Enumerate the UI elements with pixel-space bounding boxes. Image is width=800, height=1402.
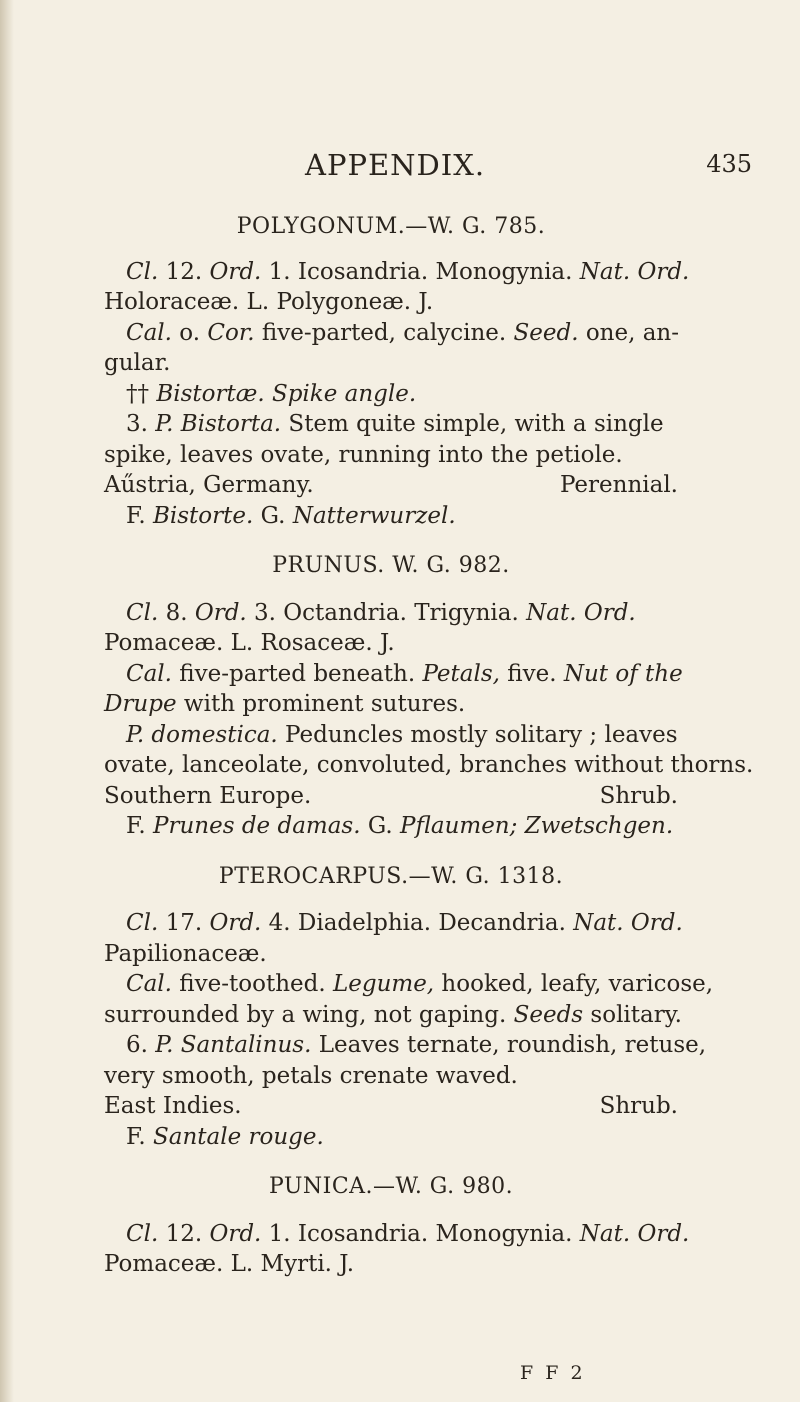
label-seeds: Seeds — [513, 1001, 584, 1028]
text-span: F. — [126, 813, 153, 839]
label-nat-ord: Nat. Ord. — [579, 1220, 690, 1247]
label-cl: Cl. — [126, 910, 159, 936]
label-cal: Cal. — [126, 319, 172, 346]
habitat-line — [104, 470, 678, 501]
text-span: F. — [126, 1123, 153, 1150]
label-seed: Seed. — [513, 319, 579, 346]
text-line: ovate, lanceolate, convoluted, branches without thorns. — [104, 752, 754, 778]
genus-heading-polygonum: POLYGONUM.—W. G. 785. — [236, 214, 546, 239]
page-body — [104, 212, 754, 1280]
classification-line — [104, 598, 678, 629]
french-name: Bistorte. — [153, 502, 254, 529]
genus-heading-pterocarpus: PTEROCARPUS.—W. G. 1318. — [218, 863, 564, 889]
text-line: very smooth, petals crenate waved. — [104, 1062, 518, 1089]
signature-mark: F F 2 — [520, 1362, 586, 1384]
label-nut: Nut of the — [563, 660, 683, 687]
text-line: gular. — [104, 350, 171, 376]
text-span: one, an- — [578, 319, 680, 346]
classification-line — [104, 1219, 690, 1250]
calyx-line — [104, 969, 714, 1000]
calyx-line — [104, 659, 683, 690]
label-nat-ord: Nat. Ord. — [573, 910, 683, 936]
text-span: 12. — [158, 258, 210, 285]
page-number: 435 — [706, 150, 752, 178]
text-line — [104, 689, 678, 720]
text-span: hooked, leafy, varicose, — [434, 971, 714, 997]
text-span: G. — [360, 813, 401, 839]
species-line — [104, 1030, 707, 1061]
dagger-mark: †† — [126, 380, 157, 407]
label-ord: Ord. — [209, 910, 262, 936]
label-legume: Legume, — [332, 971, 435, 997]
habitat-line — [104, 781, 678, 812]
text-span: Leaves ternate, roundish, retuse, — [311, 1032, 707, 1058]
page-header — [0, 148, 800, 188]
text-span: solitary. — [583, 1001, 682, 1028]
label-ord: Ord. — [194, 599, 247, 626]
label-drupe: Drupe — [104, 691, 177, 717]
habitat: Aűstria, Germany. — [104, 472, 314, 498]
genus-heading-prunus: PRUNUS. W. G. 982. — [272, 553, 510, 578]
text-span: 1. Icosandria. Monogynia. — [261, 258, 580, 285]
text-span: 8. — [158, 599, 195, 626]
text-span: 4. Diadelphia. Decandria. — [261, 910, 574, 936]
natural-order-line: Pomaceæ. L. Myrti. J. — [104, 1251, 355, 1277]
species-line — [104, 720, 678, 751]
running-title: APPENDIX. — [305, 148, 486, 182]
text-span: o. — [171, 319, 208, 346]
section-line — [104, 379, 678, 410]
page-spine-shadow — [0, 0, 14, 1402]
species-number: 3. — [126, 411, 156, 437]
text-span: Peduncles mostly solitary ; leaves — [277, 721, 678, 748]
natural-order-line: Holoraceæ. L. Polygoneæ. J. — [104, 289, 434, 315]
text-span: with prominent sutures. — [176, 691, 466, 717]
label-cl: Cl. — [126, 599, 159, 626]
text-span: surrounded by a wing, not gaping. — [104, 1001, 514, 1028]
label-cal: Cal. — [126, 971, 172, 997]
text-span: F. — [126, 502, 153, 529]
label-petals: Petals, — [422, 660, 500, 687]
german-name: Pflaumen; Zwetschgen. — [400, 813, 674, 839]
section-name: Bistortæ. Spike angle. — [156, 380, 417, 407]
french-name: Prunes de damas. — [153, 813, 361, 839]
label-cl: Cl. — [126, 1220, 159, 1247]
calyx-line — [104, 318, 678, 349]
species-name: P. Santalinus. — [155, 1032, 312, 1058]
text-span: five-parted, calycine. — [254, 319, 514, 346]
text-span: 1. Icosandria. Monogynia. — [261, 1220, 580, 1247]
text-span: five. — [499, 660, 564, 687]
label-cor: Cor. — [207, 319, 255, 346]
duration: Shrub. — [599, 1093, 678, 1119]
duration: Shrub. — [599, 782, 678, 809]
species-line — [104, 409, 678, 440]
natural-order-line: Papilionaceæ. — [104, 940, 267, 967]
habitat-line — [104, 1091, 678, 1122]
text-span: Stem quite simple, with a single — [281, 411, 664, 437]
german-name: Natterwurzel. — [292, 502, 456, 529]
classification-line — [104, 908, 683, 939]
habitat: Southern Europe. — [104, 782, 312, 809]
label-cal: Cal. — [126, 660, 172, 687]
vernacular-line — [104, 501, 678, 532]
label-nat-ord: Nat. Ord. — [526, 599, 636, 626]
classification-line — [104, 257, 690, 288]
label-ord: Ord. — [209, 258, 262, 285]
species-number: 6. — [126, 1032, 156, 1058]
text-span: five-parted beneath. — [171, 660, 423, 687]
label-cl: Cl. — [126, 258, 159, 285]
label-nat-ord: Nat. Ord. — [579, 258, 690, 285]
text-line — [104, 1000, 682, 1031]
duration: Perennial. — [559, 472, 678, 498]
natural-order-line: Pomaceæ. L. Rosaceæ. J. — [104, 630, 395, 656]
habitat: East Indies. — [104, 1093, 242, 1119]
french-name: Santale rouge. — [153, 1123, 324, 1150]
text-span: 17. — [158, 910, 210, 936]
vernacular-line — [104, 811, 678, 842]
text-span: five-toothed. — [171, 971, 333, 997]
species-name: P. domestica. — [126, 721, 278, 748]
vernacular-line — [104, 1122, 678, 1153]
text-span: 3. Octandria. Trigynia. — [246, 599, 527, 626]
genus-heading-punica: PUNICA.—W. G. 980. — [268, 1174, 514, 1199]
text-span: 12. — [158, 1220, 210, 1247]
text-line: spike, leaves ovate, running into the petiole. — [104, 441, 623, 468]
species-name: P. Bistorta. — [155, 411, 282, 437]
text-span: G. — [253, 502, 293, 529]
label-ord: Ord. — [209, 1220, 262, 1247]
